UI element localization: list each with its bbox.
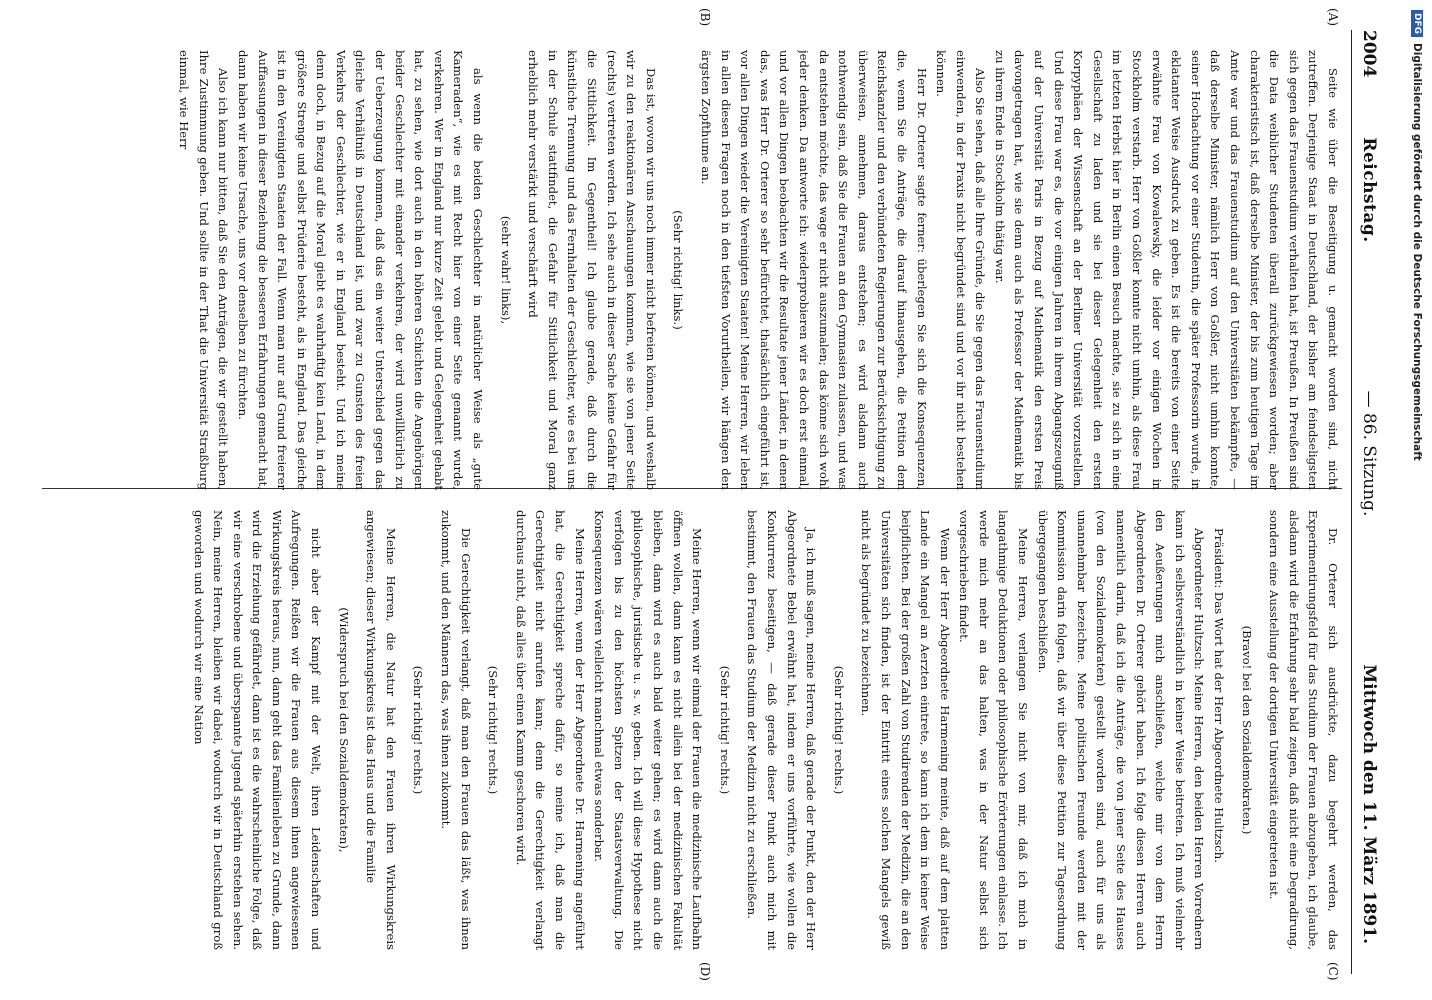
right-column-paragraph: nicht aber der Kampf mit der Welt, ihren Leidenschaften und Aufregungen. Reißen wir die Frauen aus diesem ihnen angewiesenen Wirkungskreis heraus, nun, dann geht das Familienleben zu Grunde, dann wird die Erziehung gefährdet, dann ist es die wahrscheinliche Folge, daß wir eine verschrobene und überspannte Jugend späterhin erstehen sehen. Nein, meine Herren, bleiben wir dabei, wodurch wir in Deutschland groß geworden und wodurch wir eine Nation: [191, 510, 324, 950]
header-title: Reichstag.: [1359, 137, 1379, 243]
header-date: Mittwoch den 11. März 1891.: [1359, 664, 1379, 944]
dfg-credit-text: Digitalisierung gefördert durch die Deutsche Forschungsgemeinschaft: [1411, 43, 1423, 461]
page-header: [1354, 30, 1384, 974]
right-column-paragraph: (Bravo! bei den Sozialdemokraten.): [1239, 625, 1254, 835]
right-column-paragraph: Wenn der Herr Abgeordnete Harmening meinte, daß auf dem platten Lande ein Mangel an Aerzten eintrete, so kann ich dem in keiner Weise beipflichten. Bei der großen Zahl von Studirenden der Medizin, die an den Universitäten sich finden, ist der Eintritt eines solchen Mangels gewiß nicht als begründet zu bezeichnen.: [859, 510, 952, 950]
right-column-paragraph: Ja, ich muß sagen, meine Herren, daß gerade der Punkt, den der Herr Abgeordnete Bebel erwähnt hat, indem er uns vorführte, wie wollen die Konkurrenz beseitigen, — daß gerade dieser Punkt auch mich mit bestimmt, den Frauen das Studium der Medizin nicht zu erschließen.: [745, 510, 819, 950]
right-column-paragraph: Dr. Orterer sich ausdrückte, dazu begehrt werden, das Experimentirungsfeld für das Studium der Frauen abzugeben, ich glaube, alsdann wird die Erfahrung sehr bald zeigen, daß nicht eine Degradirung, sondern eine Ausstellung der dortigen Universität eingetreten ist.: [1267, 510, 1340, 950]
dfg-sidebar-content: [1402, 0, 1432, 1000]
left-column-paragraph: Seite wie über die Beseitigung u. gemacht worden sind, nicht zutreffen. Derjenige Staat in Deutschland, der bisher am feindseligsten sich gegen das Frauenstudium verhalten hat, ist Preußen. In Preußen sind die Data weiblicher Studenten überall zurückgewiesen worden; aber charakteristisch ist, daß derselbe Minister, der bis zum heutigen Tage im Amte war und das Frauenstudium auf den Universitäten bekämpfte, — daß derselbe Minister, nämlich Herr von Goßler, nicht umhin konnte, seiner Hochachtung vor einer Studentin, die später Professorin wurde, in eklatanter Weise Ausdruck zu geben. Es ist die bereits von einer Seite erwähnte Frau von Kowalewsky, die leider vor einigen Wochen in Stockholm verstarb. Herr von Goßler konnte nicht umhin, als diese Frau im letzten Herbst hier in Berlin einen Besuch machte, sie zu sich in eine Gesellschaft zu laden und sie bei dieser Gelegenheit den ersten Korpyphäen der Wissenschaft an der Berliner Universität vorzustellen. Und diese Frau war es, die vor einigen Jahren in ihrem Abgangszeugniß auf der Universität Paris in Bezug auf Mathematik den ersten Preis davongetragen hat, wie sie denn auch als Professor der Mathematik bis zu ihrem Ende in Stockholm thätig war.: [992, 50, 1340, 490]
right-column-paragraph: Präsident: Das Wort hat der Herr Abgeordnete Hultzsch.: [1212, 528, 1227, 863]
right-column-paragraph: Meine Herren, wenn der Herr Abgeordnete Dr. Harmening angeführt hat, die Gerechtigkeit spreche dafür, so meine ich, daß man die Gerechtigkeit nicht anrufen kann; denn die Gerechtigkeit verlangt durchaus nicht, daß alles über einen Kamm geschoren wird.: [513, 510, 587, 950]
right-column-paragraph: (Sehr richtig! rechts.): [486, 665, 501, 795]
right-column-paragraph: (Sehr richtig! rechts.): [411, 665, 426, 795]
left-column-paragraph: Also Sie sehen, daß alle Ihre Gründe, die Sie gegen das Frauenstudium einwenden, in der Praxis nicht begründet sind und vor ihr nicht bestehen können.: [934, 50, 988, 490]
header-rule: [1351, 30, 1352, 974]
left-column-paragraph: Also ich kann nur bitten, daß Sie den Anträgen, die wir gestellt haben, Ihre Zustimmung geben. Und sollte in der That die Universität Straßburg einmal, wie Herr: [177, 50, 231, 490]
right-column-paragraph: (Sehr richtig! rechts.): [717, 665, 732, 795]
dfg-logo: DFG: [1411, 10, 1423, 37]
right-text-column: [62, 510, 1342, 950]
margin-marker-b: (B): [698, 8, 712, 27]
left-column-paragraph: Das ist, wovon wir uns noch immer nicht befreien können, und weshalb wir zu den reaktionären Anschauungen kommen, wie sie von jener Seite (rechts) vertreten werden. Ich sehe auch in dieser Sache keine Gefahr für die Sittlichkeit. Im Gegentheil! Ich glaube gerade, daß durch die künstliche Trennung und das Fernhalten der Geschlechter, wie es bei uns in der Schule stattfindet, die Gefahr für Sittlichkeit und Moral ganz erheblich mehr verstärkt und verschärft wird: [526, 50, 658, 490]
margin-marker-d: (D): [698, 962, 712, 981]
left-text-column: [62, 50, 1342, 490]
right-column-paragraph: Meine Herren, die Natur hat den Frauen ihren Wirkungskreis angewiesen; dieser Wirkungskreis ist das Haus und die Familie: [364, 510, 398, 950]
right-column-paragraph: (Sehr richtig! rechts.): [831, 665, 846, 795]
left-column-paragraph: (Sehr richtig! links.): [671, 210, 686, 330]
header-session: — 86. Sitzung.: [1359, 390, 1379, 517]
left-column-paragraph: Herr Dr. Orterer sagte ferner: überlegen Sie sich die Konsequenzen, die, wenn Sie die Anträge, die darauf hinausgehen, die Petition dem Reichskanzler und den verbündeten Regierungen zur Berücksichtigung zu überweisen, annehmen, daraus entstehen; es wird alsdann auch nothwendig sein, daß Sie die Frauen an den Gymnasien zulassen, und was da entstehen möchte, das wage er nicht auszumalen; das könne sich wohl jeder denken. Da antworte ich: wiederprobieren wir es doch erst einmal, und vor allen Dingen beobachten wir die Resultate jener Länder, in denen das, was Herr Dr. Orterer so sehr befürchtet, thatsächlich eingeführt ist, vor allen Dingen wieder die Vereinigten Staaten! Meine Herren, wir leben in allen diesen Fragen noch in den tiefsten Vorurtheilen, wir hängen den ärgsten Zopfthume an.: [699, 50, 929, 490]
right-column-paragraph: (Widerspruch bei den Sozialdemokraten),: [336, 607, 351, 853]
right-column-paragraph: Meine Herren, wenn wir einmal der Frauen die medizinische Laufbahn öffnen wollen, dann kann es nicht allein bei der medizinischen Fakultät bleiben, dann wird es auch bald weiter gehen; es wird dann auch die philosophische, juristische u. s. w. geben. Ich will diese Hypothese nicht verfolgen bis zu den höchsten Spitzen der Staatsverwaltung. Die Konsequenzen wären vielleicht manchmal etwas sonderbar.: [592, 510, 705, 950]
margin-marker-a: (A): [1326, 8, 1340, 27]
right-column-paragraph: Abgeordneter Hultzsch: Meine Herren, den beiden Herren Vorrednern kann ich selbstverständlich in keiner Weise beitreten. Ich muß vielmehr den Aeußerungen mich anschließen, welche mir von dem Herrn Abgeordneten Dr. Orterer gehört haben. Ich folge diesen Herren auch namentlich darin, daß ich die Anträge, die von jener Seite des Hauses (von den Sozialdemokraten) gestellt worden sind, auch für uns als unannehmbar bezeichne. Meine politischen Freunde werden mit der Kommission darin folgen, daß wir über diese Petition zur Tagesordnung übergegangen beschließen.: [1035, 510, 1207, 950]
left-column-paragraph: als wenn die beiden Geschlechter in natürlicher Weise als „gute Kameraden“, wie es mit Recht hier von einer Seite genannt wurde, verkehren. Wer in England nur kurze Zeit gelebt und Gelegenheit gehabt hat, zu sehen, wie dort auch in den höheren Schichten die Angehörigen beider Geschlechter mit einander verkehren, der wird unwillkürlich zu der Ueberzeugung kommen, daß das ein weiter Unterschied gegen das gleiche Verhältniß in Deutschland ist, und zwar zu Gunsten des freien Verkehrs der Geschlechter, wie er in England besteht. Und ich meine denn doch, in Bezug auf die Moral giebt es wahrhaftig kein Land, in dem größere Strenge und selbst Prüderie besteht, als in England. Das gleiche ist in den Vereinigten Staaten der Fall. Wenn man nur auf Grund freierer Auffassungen in dieser Beziehung die besseren Erfahrungen gemacht hat, dann haben wir keine Ursache, uns vor denselben zu fürchten.: [235, 50, 486, 490]
right-column-paragraph: Meine Herren, verlangen Sie nicht von mir, daß ich mich in langathmige Deduktionen oder philosophische Erörterungen einlasse. Ich werde mich mehr an das halten, was in der Natur selbst sich vorgeschrieben findet.: [957, 510, 1031, 950]
left-column-paragraph: (sehr wahr! links),: [498, 215, 513, 325]
right-column-paragraph: Die Gerechtigkeit verlangt, daß man den Frauen das läßt, was ihnen zukommt, und den Männern das, was ihnen zukommt.: [439, 510, 473, 950]
margin-marker-c: (C): [1326, 962, 1340, 981]
page-number: 2004: [1359, 30, 1379, 78]
dfg-sidebar: [1402, 0, 1432, 1000]
